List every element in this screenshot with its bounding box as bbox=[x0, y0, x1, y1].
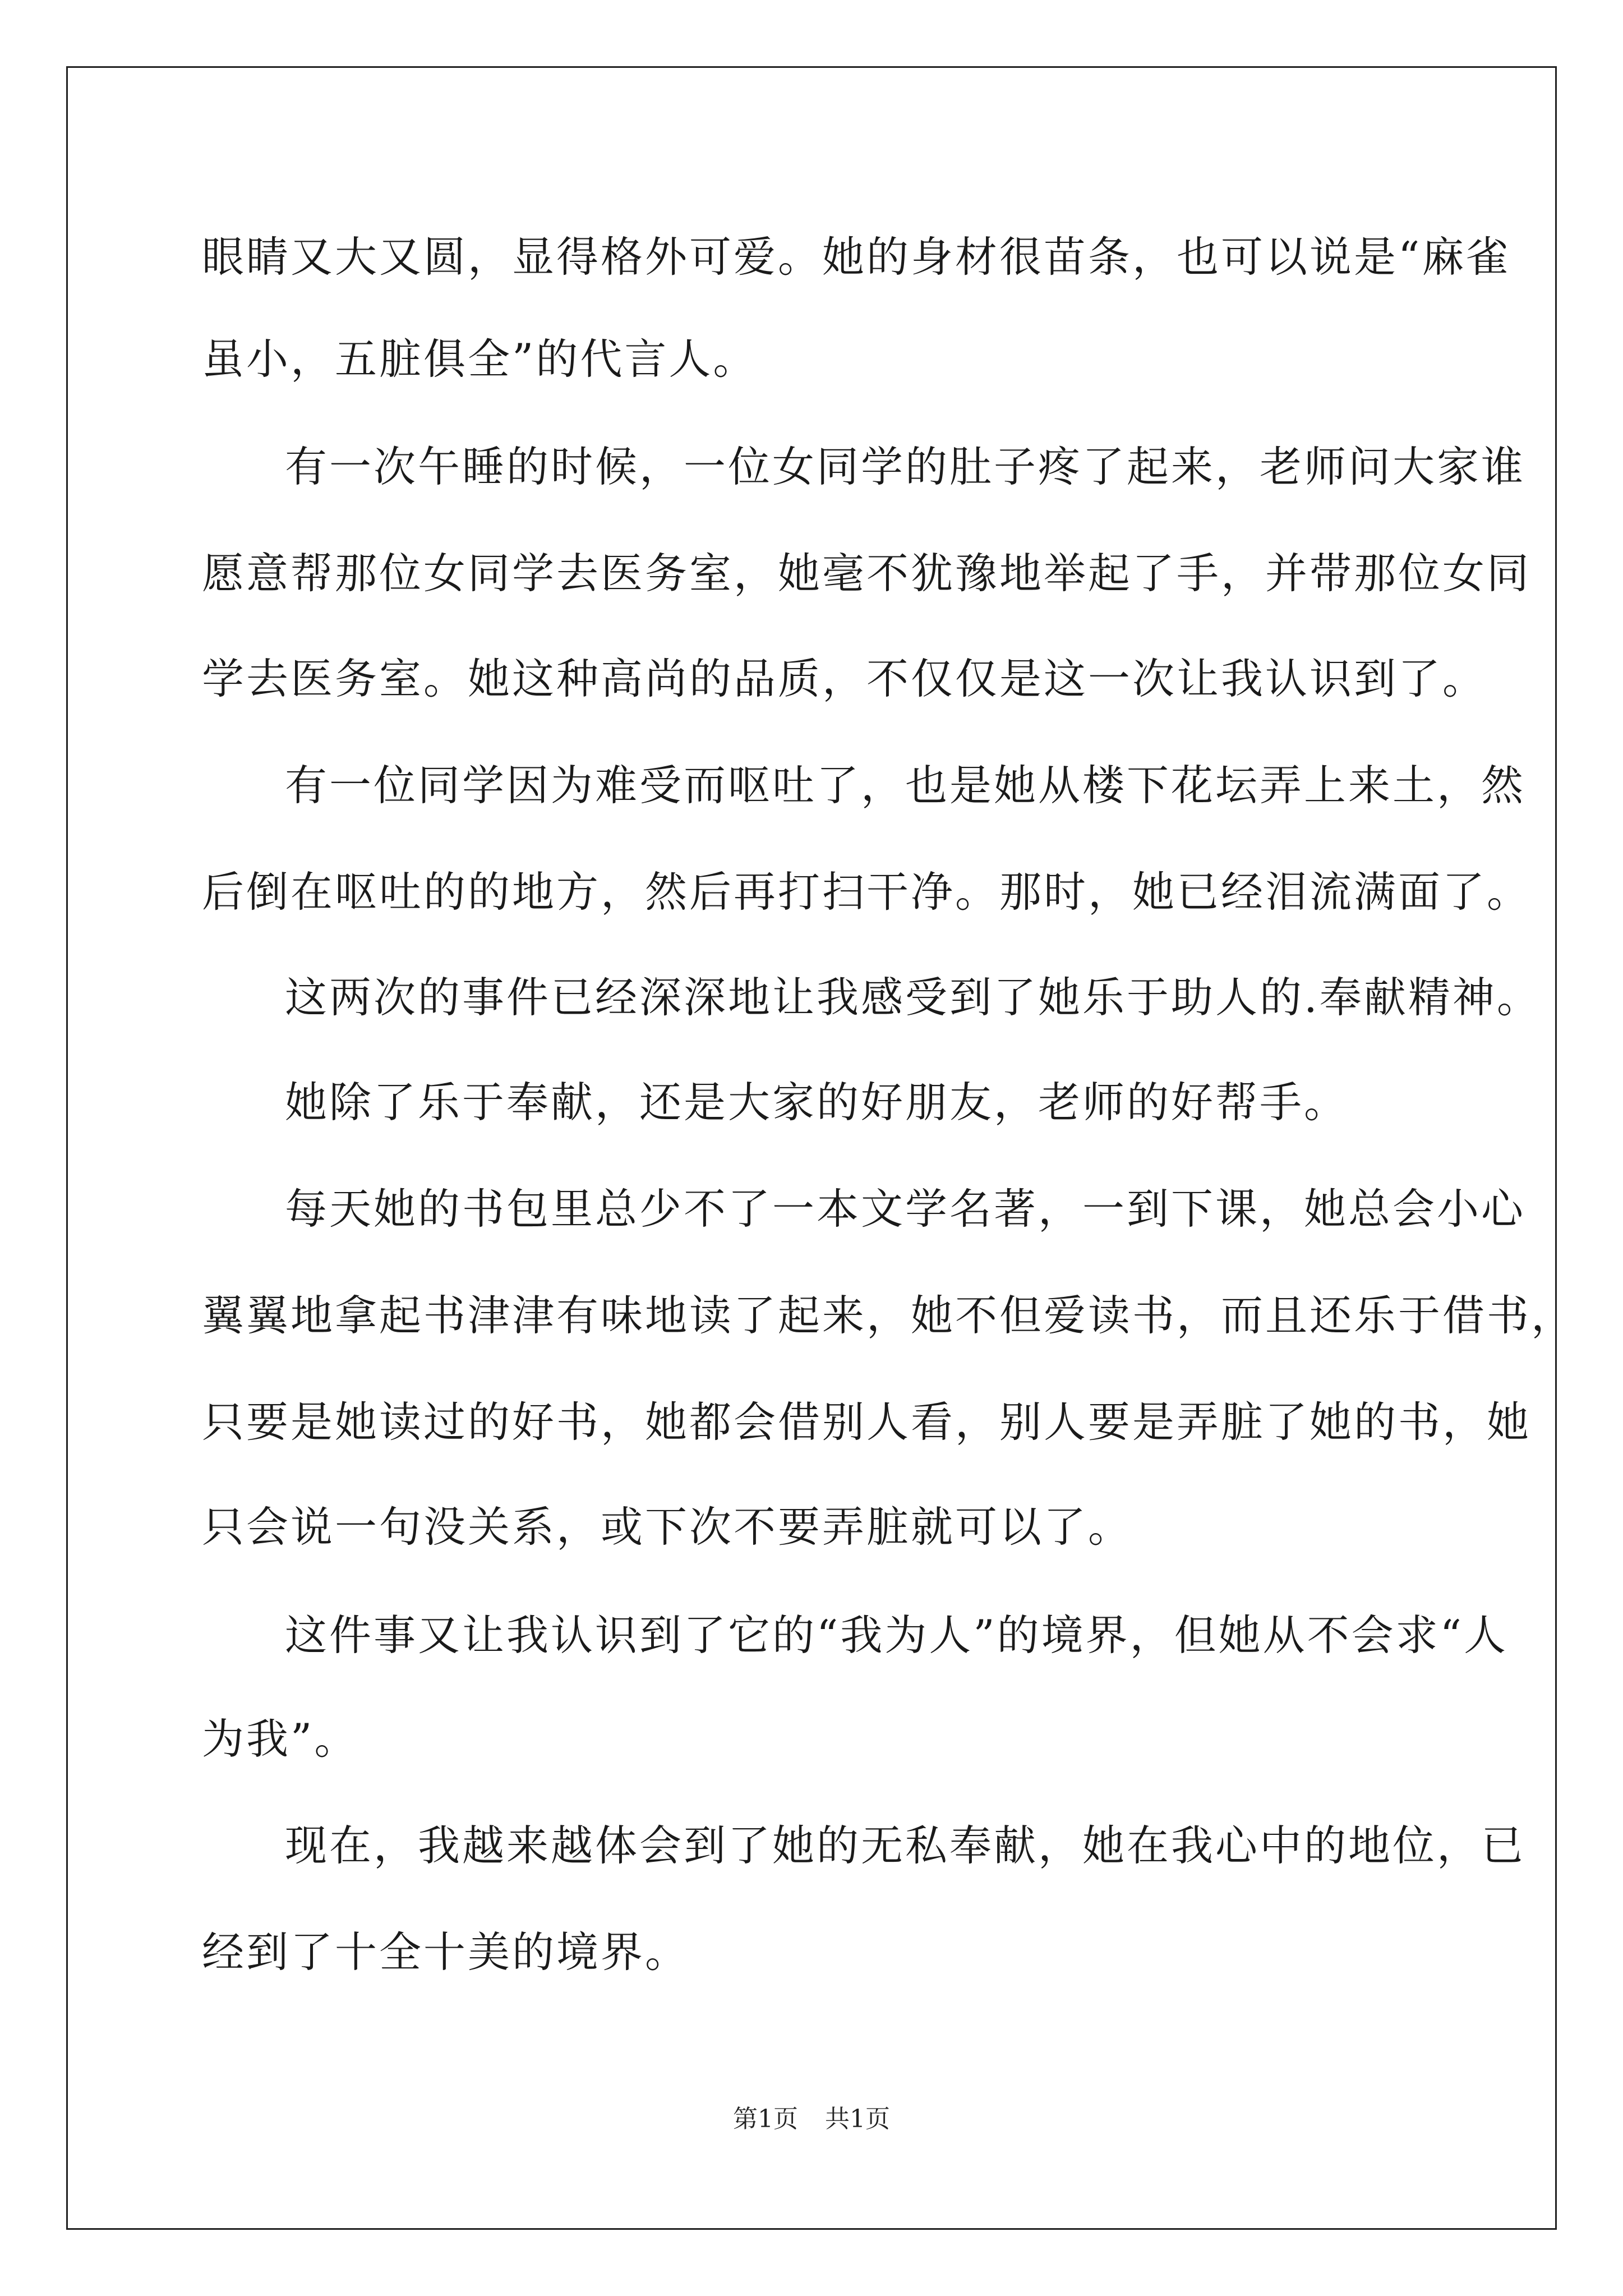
text-line: 愿意帮那位女同学去医务室，她毫不犹豫地举起了手，并带那位女同 bbox=[202, 549, 1532, 598]
text-line: 学去医务室。她这种高尚的品质，不仅仅是这一次让我认识到了。 bbox=[202, 654, 1487, 703]
text-line: 有一位同学因为难受而呕吐了，也是她从楼下花坛弄上来土，然 bbox=[285, 761, 1526, 810]
text-line: 只会说一句没关系，或下次不要弄脏就可以了。 bbox=[202, 1502, 1133, 1552]
text-line: 她除了乐于奉献，还是大家的好朋友，老师的好帮手。 bbox=[285, 1078, 1349, 1127]
text-line: 后倒在呕吐的的地方，然后再打扫干净。那时，她已经泪流满面了。 bbox=[202, 867, 1532, 917]
text-line: 经到了十全十美的境界。 bbox=[202, 1927, 690, 1977]
page-border bbox=[66, 66, 1557, 2230]
text-line: 眼睛又大又圆，显得格外可爱。她的身材很苗条，也可以说是“麻雀 bbox=[202, 232, 1511, 282]
text-line: 为我”。 bbox=[202, 1714, 359, 1764]
text-line: 这件事又让我认识到了它的“我为人”的境界，但她从不会求“人 bbox=[285, 1611, 1509, 1660]
page-footer bbox=[0, 2102, 1623, 2136]
text-line: 每天她的书包里总少不了一本文学名著，一到下课，她总会小心 bbox=[285, 1184, 1526, 1234]
text-line: 虽小，五脏俱全”的代言人。 bbox=[202, 334, 758, 384]
text-line: 这两次的事件已经深深地让我感受到了她乐于助人的.奉献精神。 bbox=[285, 973, 1541, 1022]
page-total: 共1页 bbox=[825, 2105, 890, 2133]
text-line: 只要是她读过的好书，她都会借别人看，别人要是弄脏了她的书，她 bbox=[202, 1397, 1532, 1447]
text-line: 现在，我越来越体会到了她的无私奉献，她在我心中的地位，已 bbox=[285, 1821, 1526, 1870]
text-line: 有一次午睡的时候，一位女同学的肚子疼了起来，老师问大家谁 bbox=[285, 442, 1526, 491]
text-line: 翼翼地拿起书津津有味地读了起来，她不但爱读书，而且还乐于借书， bbox=[202, 1291, 1576, 1340]
page-number: 第1页 bbox=[733, 2105, 798, 2133]
